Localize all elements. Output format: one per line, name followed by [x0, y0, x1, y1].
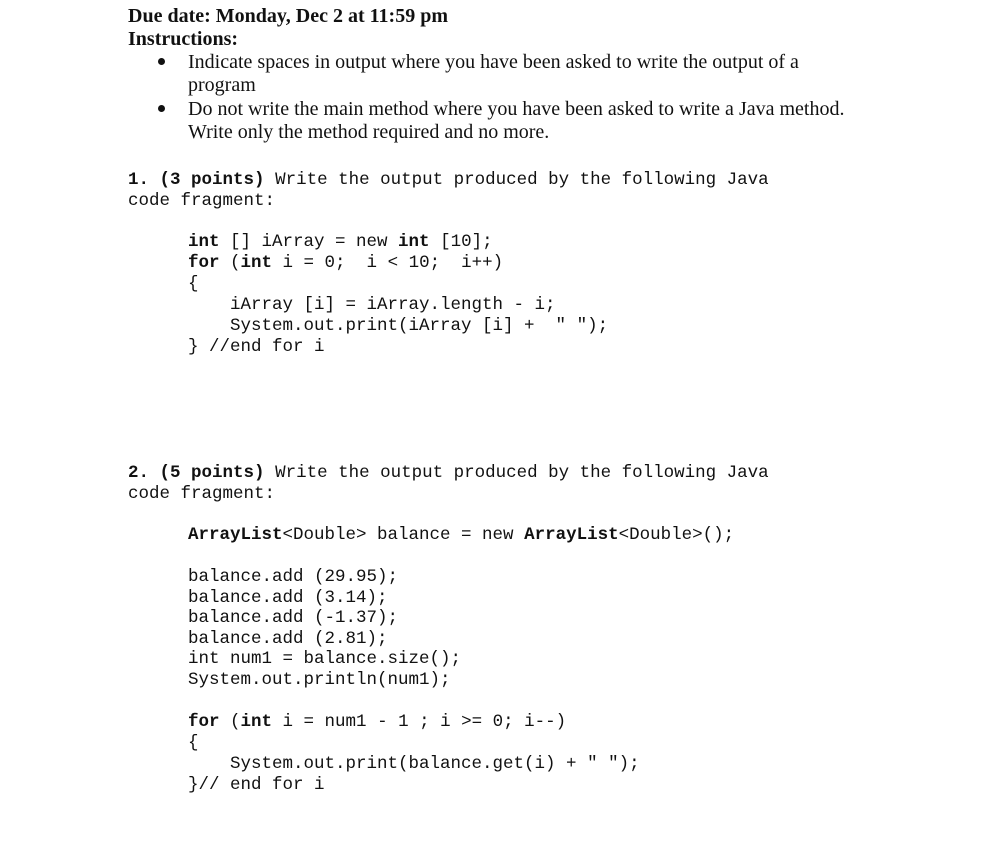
code-text: [] iArray = new [219, 232, 399, 252]
code-text: ( [219, 253, 241, 273]
code-text: <Double>(); [618, 525, 735, 545]
keyword: ArrayList [524, 525, 619, 545]
q1-prompt-text: Write the output produced by the following Java [275, 170, 769, 190]
q2-points: (5 points) [159, 463, 265, 483]
code-line: { [188, 733, 199, 753]
code-line [188, 712, 566, 733]
keyword: ArrayList [188, 525, 283, 545]
q1-code-block [188, 232, 609, 376]
code-line: System.out.println(num1); [188, 670, 451, 690]
q2-prompt-text: Write the output produced by the following Java [275, 463, 769, 483]
q2-prompt [128, 463, 769, 484]
q1-prompt [128, 170, 769, 191]
code-text: <Double> balance = new [282, 525, 525, 545]
keyword: for [188, 253, 220, 273]
instruction-1-line-2: program [188, 74, 256, 96]
code-line [188, 253, 503, 274]
code-line: System.out.print(iArray [i] + " "); [188, 316, 609, 336]
instructions-label: Instructions: [128, 28, 239, 50]
q2-prompt-line-2: code fragment: [128, 484, 276, 504]
bullet-icon [158, 58, 165, 65]
keyword: int [240, 712, 273, 732]
q2-loop-block [188, 712, 640, 815]
code-line: System.out.print(balance.get(i) + " "); [188, 754, 640, 774]
instruction-2-line-1: Do not write the main method where you have been asked to write a Java method. [188, 98, 845, 120]
keyword: int [240, 253, 273, 273]
code-text: i = num1 - 1 ; i >= 0; i--) [272, 712, 567, 732]
code-text: i = 0; i < 10; i++) [272, 253, 504, 273]
code-line: balance.add (3.14); [188, 587, 388, 608]
q1-points: (3 points) [159, 170, 265, 190]
code-line: }// end for i [188, 775, 325, 795]
due-date: Due date: Monday, Dec 2 at 11:59 pm [128, 5, 448, 27]
code-line: balance.add (-1.37); [188, 608, 399, 629]
q2-number: 2. [128, 463, 150, 483]
code-line: { [188, 274, 199, 294]
code-text: [10]; [429, 232, 493, 252]
q1-prompt-line-2: code fragment: [128, 191, 276, 211]
code-text: ( [219, 712, 241, 732]
code-line: int num1 = balance.size(); [188, 649, 462, 670]
keyword: for [188, 712, 220, 732]
code-line [188, 232, 493, 253]
code-line: balance.add (2.81); [188, 628, 388, 649]
q1-number: 1. [128, 170, 150, 190]
keyword: int [188, 232, 220, 252]
instruction-2-line-2: Write only the method required and no more. [188, 121, 550, 143]
q2-declaration [188, 525, 734, 546]
bullet-icon [158, 105, 165, 112]
instruction-1-line-1: Indicate spaces in output where you have been asked to write the output of a [188, 51, 799, 73]
code-line: iArray [i] = iArray.length - i; [188, 295, 556, 315]
code-line: balance.add (29.95); [188, 567, 399, 587]
q2-code-block [188, 567, 462, 711]
keyword: int [398, 232, 430, 252]
code-line: } //end for i [188, 337, 325, 357]
